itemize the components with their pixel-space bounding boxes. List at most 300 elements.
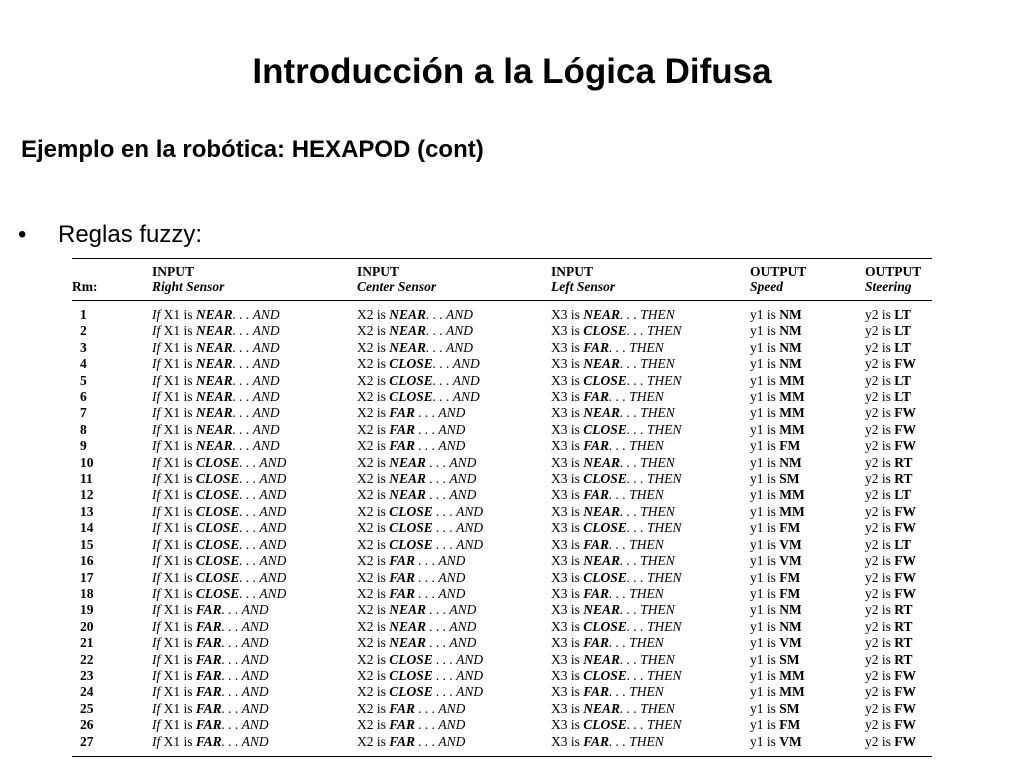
right-sensor-cell: If X1 is NEAR. . . AND: [152, 356, 280, 372]
steering-cell: y2 is FW: [865, 438, 917, 454]
and-keyword: . . . AND: [232, 339, 280, 355]
speed-cell: y1 is NM: [750, 602, 802, 618]
speed-cell: y1 is MM: [750, 487, 805, 503]
steering-cell: y2 is FW: [865, 356, 917, 372]
x2-value: CLOSE: [389, 356, 433, 372]
right-sensor-cell: If X1 is FAR. . . AND: [152, 700, 269, 716]
and-keyword: . . . AND: [432, 651, 484, 667]
speed-cell: y1 is MM: [750, 389, 805, 405]
x3-value: NEAR: [583, 700, 621, 716]
x2-value: FAR: [389, 700, 416, 716]
table-row: [72, 684, 932, 700]
then-keyword: . . . THEN: [620, 602, 675, 618]
x1-value: FAR: [195, 667, 222, 683]
right-sensor-cell: If X1 is NEAR. . . AND: [152, 372, 280, 388]
left-sensor-cell: X3 is NEAR. . . THEN: [551, 454, 675, 470]
table-row: [72, 504, 932, 520]
header-right-sensor: Right Sensor: [152, 279, 357, 301]
x1-value: NEAR: [195, 356, 233, 372]
left-sensor-cell: X3 is CLOSE. . . THEN: [551, 421, 682, 437]
if-keyword: If: [152, 536, 161, 552]
speed-cell: y1 is VM: [750, 635, 802, 651]
steering-cell: y2 is FW: [865, 734, 932, 757]
center-sensor-cell: X2 is NEAR . . . AND: [357, 635, 477, 651]
if-keyword: If: [152, 389, 161, 405]
center-sensor-cell: X2 is FAR . . . AND: [357, 700, 466, 716]
table-header: [72, 259, 932, 301]
then-keyword: . . . THEN: [626, 421, 682, 437]
then-keyword: . . . THEN: [626, 569, 682, 585]
header-rm: Rm:: [72, 279, 152, 301]
then-keyword: . . . THEN: [626, 323, 682, 339]
rule-number: 12: [80, 487, 94, 503]
then-keyword: . . . THEN: [626, 717, 682, 733]
speed-cell: y1 is FM: [750, 585, 801, 601]
x3-value: FAR: [583, 438, 610, 454]
rule-number: 1: [80, 307, 87, 322]
x3-value: CLOSE: [583, 717, 627, 733]
x1-value: CLOSE: [195, 536, 240, 552]
left-sensor-cell: X3 is NEAR. . . THEN: [551, 503, 675, 519]
table-row: [72, 701, 932, 717]
then-keyword: . . . THEN: [620, 503, 675, 519]
x3-value: FAR: [583, 487, 610, 503]
steering-cell: y2 is FW: [865, 585, 917, 601]
y2-value: FW: [894, 667, 917, 683]
center-sensor-cell: X2 is NEAR. . . AND: [357, 339, 474, 355]
and-keyword: . . . AND: [232, 323, 280, 339]
speed-cell: y1 is VM: [750, 536, 802, 552]
y1-value: NM: [779, 356, 802, 372]
y2-value: RT: [894, 635, 913, 651]
bullet-icon: •: [18, 221, 27, 248]
center-sensor-cell: X2 is FAR . . . AND: [357, 569, 466, 585]
steering-cell: y2 is FW: [865, 503, 917, 519]
header-speed-output: OUTPUT: [750, 259, 865, 280]
x1-value: NEAR: [195, 405, 233, 421]
rule-number: 6: [80, 389, 87, 405]
if-keyword: If: [152, 667, 161, 683]
then-keyword: . . . THEN: [609, 438, 664, 454]
speed-cell: y1 is VM: [750, 734, 865, 757]
table-row: [72, 373, 932, 389]
steering-cell: y2 is FW: [865, 717, 917, 733]
left-sensor-cell: X3 is FAR. . . THEN: [551, 536, 664, 552]
x3-value: FAR: [583, 536, 610, 552]
table-row: [72, 389, 932, 405]
rule-number: 11: [80, 471, 93, 487]
if-keyword: If: [152, 438, 161, 454]
steering-cell: y2 is RT: [865, 454, 913, 470]
y2-value: FW: [894, 717, 917, 733]
x3-value: NEAR: [583, 356, 621, 372]
and-keyword: . . . AND: [432, 667, 484, 683]
slide-subtitle: Ejemplo en la robótica: HEXAPOD (cont): [21, 136, 484, 163]
left-sensor-cell: X3 is NEAR. . . THEN: [551, 307, 675, 322]
x3-value: NEAR: [583, 307, 621, 322]
then-keyword: . . . THEN: [620, 651, 675, 667]
x1-value: FAR: [195, 700, 222, 716]
steering-cell: y2 is RT: [865, 602, 913, 618]
and-keyword: . . . AND: [432, 684, 484, 700]
steering-cell: y2 is RT: [865, 471, 913, 487]
and-keyword: . . . AND: [432, 536, 484, 552]
header-left-input: INPUT: [551, 259, 750, 280]
rule-number: 20: [80, 618, 94, 634]
right-sensor-cell: If X1 is CLOSE. . . AND: [152, 536, 287, 552]
and-keyword: . . . AND: [426, 618, 477, 634]
x1-value: FAR: [195, 635, 222, 651]
and-keyword: . . . AND: [232, 438, 280, 454]
y1-value: NM: [779, 454, 802, 470]
x2-value: NEAR: [389, 339, 427, 355]
right-sensor-cell: If X1 is FAR. . . AND: [152, 684, 269, 700]
table-body: [72, 301, 932, 757]
rule-number: 16: [80, 553, 94, 569]
right-sensor-cell: If X1 is NEAR. . . AND: [152, 421, 280, 437]
x3-value: CLOSE: [583, 520, 627, 536]
x2-value: FAR: [389, 569, 416, 585]
and-keyword: . . . AND: [415, 438, 466, 454]
speed-cell: y1 is VM: [750, 553, 802, 569]
x1-value: NEAR: [195, 339, 233, 355]
speed-cell: y1 is NM: [750, 356, 802, 372]
left-sensor-cell: X3 is CLOSE. . . THEN: [551, 323, 682, 339]
steering-cell: y2 is LT: [865, 307, 912, 322]
left-sensor-cell: X3 is NEAR. . . THEN: [551, 651, 675, 667]
x3-value: CLOSE: [583, 421, 627, 437]
and-keyword: . . . AND: [232, 307, 280, 322]
table-row: [72, 602, 932, 618]
center-sensor-cell: X2 is FAR . . . AND: [357, 717, 466, 733]
and-keyword: . . . AND: [415, 405, 466, 421]
center-sensor-cell: X2 is CLOSE . . . AND: [357, 520, 484, 536]
center-sensor-cell: X2 is NEAR . . . AND: [357, 454, 477, 470]
left-sensor-cell: X3 is CLOSE. . . THEN: [551, 372, 682, 388]
and-keyword: . . . AND: [432, 389, 480, 405]
y1-value: NM: [779, 618, 802, 634]
right-sensor-cell: If X1 is CLOSE. . . AND: [152, 503, 287, 519]
x1-value: FAR: [195, 602, 222, 618]
and-keyword: . . . AND: [426, 471, 477, 487]
header-rm-blank: [72, 259, 152, 280]
and-keyword: . . . AND: [426, 487, 477, 503]
and-keyword: . . . AND: [239, 471, 287, 487]
y2-value: LT: [894, 307, 912, 322]
x3-value: CLOSE: [583, 471, 627, 487]
steering-cell: y2 is FW: [865, 405, 917, 421]
left-sensor-cell: X3 is FAR. . . THEN: [551, 684, 664, 700]
steering-cell: y2 is LT: [865, 536, 912, 552]
y2-value: FW: [894, 553, 917, 569]
and-keyword: . . . AND: [239, 503, 287, 519]
x1-value: CLOSE: [195, 503, 240, 519]
y2-value: RT: [894, 471, 913, 487]
steering-cell: y2 is FW: [865, 667, 917, 683]
right-sensor-cell: If X1 is NEAR. . . AND: [152, 323, 280, 339]
header-left-sensor: Left Sensor: [551, 279, 750, 301]
x2-value: NEAR: [389, 602, 427, 618]
y1-value: VM: [779, 536, 802, 552]
y2-value: FW: [894, 700, 917, 716]
x3-value: NEAR: [583, 602, 621, 618]
x2-value: CLOSE: [389, 520, 433, 536]
rule-number: 22: [80, 651, 94, 667]
speed-cell: y1 is NM: [750, 618, 802, 634]
x2-value: FAR: [389, 421, 416, 437]
steering-cell: y2 is FW: [865, 569, 917, 585]
rule-number: 19: [80, 602, 94, 618]
and-keyword: . . . AND: [426, 339, 474, 355]
left-sensor-cell: X3 is CLOSE. . . THEN: [551, 569, 682, 585]
speed-cell: y1 is FM: [750, 438, 801, 454]
right-sensor-cell: If X1 is FAR. . . AND: [152, 651, 269, 667]
and-keyword: . . . AND: [232, 372, 280, 388]
y1-value: VM: [779, 553, 802, 569]
then-keyword: . . . THEN: [620, 356, 675, 372]
steering-cell: y2 is RT: [865, 651, 913, 667]
table-row: [72, 619, 932, 635]
and-keyword: . . . AND: [232, 356, 280, 372]
steering-cell: y2 is LT: [865, 389, 912, 405]
center-sensor-cell: X2 is NEAR . . . AND: [357, 487, 477, 503]
x3-value: CLOSE: [583, 372, 627, 388]
left-sensor-cell: X3 is NEAR. . . THEN: [551, 602, 675, 618]
x2-value: NEAR: [389, 307, 427, 322]
center-sensor-cell: X2 is CLOSE . . . AND: [357, 536, 484, 552]
rule-number: 13: [80, 503, 94, 519]
steering-cell: y2 is RT: [865, 618, 913, 634]
y1-value: NM: [779, 307, 802, 322]
then-keyword: . . . THEN: [609, 585, 664, 601]
and-keyword: . . . AND: [221, 618, 269, 634]
left-sensor-cell: X3 is CLOSE. . . THEN: [551, 717, 682, 733]
speed-cell: y1 is NM: [750, 454, 802, 470]
x2-value: FAR: [389, 717, 416, 733]
table-row: [72, 520, 932, 536]
rule-number: 14: [80, 520, 94, 536]
y1-value: NM: [779, 339, 802, 355]
speed-cell: y1 is FM: [750, 569, 801, 585]
and-keyword: . . . AND: [426, 602, 477, 618]
and-keyword: . . . AND: [239, 487, 287, 503]
left-sensor-cell: X3 is CLOSE. . . THEN: [551, 618, 682, 634]
if-keyword: If: [152, 553, 161, 569]
x2-value: FAR: [389, 553, 416, 569]
if-keyword: If: [152, 717, 161, 733]
y1-value: VM: [779, 733, 802, 749]
y2-value: FW: [894, 503, 917, 519]
y1-value: VM: [779, 635, 802, 651]
if-keyword: If: [152, 602, 161, 618]
x2-value: CLOSE: [389, 389, 433, 405]
and-keyword: . . . AND: [221, 733, 269, 749]
y1-value: MM: [779, 372, 805, 388]
y1-value: SM: [779, 471, 800, 487]
speed-cell: y1 is SM: [750, 651, 800, 667]
y2-value: FW: [894, 405, 917, 421]
and-keyword: . . . AND: [239, 520, 287, 536]
x3-value: FAR: [583, 635, 610, 651]
y1-value: FM: [779, 585, 801, 601]
speed-cell: y1 is SM: [750, 471, 800, 487]
x2-value: NEAR: [389, 471, 427, 487]
x1-value: NEAR: [195, 307, 233, 322]
y2-value: LT: [894, 339, 912, 355]
right-sensor-cell: If X1 is NEAR. . . AND: [152, 307, 280, 322]
x2-value: NEAR: [389, 635, 427, 651]
y1-value: SM: [779, 700, 800, 716]
if-keyword: If: [152, 569, 161, 585]
and-keyword: . . . AND: [221, 651, 269, 667]
x3-value: FAR: [583, 684, 610, 700]
x1-value: NEAR: [195, 421, 233, 437]
rule-number: 7: [80, 405, 87, 421]
left-sensor-cell: X3 is CLOSE. . . THEN: [551, 471, 682, 487]
if-keyword: If: [152, 323, 161, 339]
and-keyword: . . . AND: [415, 700, 466, 716]
table-row: [72, 301, 932, 324]
rule-number: 2: [80, 323, 87, 339]
x2-value: CLOSE: [389, 536, 433, 552]
x1-value: FAR: [195, 717, 222, 733]
speed-cell: y1 is SM: [750, 700, 800, 716]
rule-number: 5: [80, 372, 87, 388]
x2-value: CLOSE: [389, 372, 433, 388]
y2-value: RT: [894, 602, 913, 618]
center-sensor-cell: X2 is NEAR . . . AND: [357, 618, 477, 634]
center-sensor-cell: X2 is FAR . . . AND: [357, 734, 551, 757]
y2-value: FW: [894, 684, 917, 700]
right-sensor-cell: If X1 is FAR. . . AND: [152, 667, 269, 683]
y2-value: LT: [894, 389, 912, 405]
x3-value: FAR: [583, 733, 610, 749]
center-sensor-cell: X2 is CLOSE . . . AND: [357, 503, 484, 519]
y1-value: FM: [779, 438, 801, 454]
table-row: [72, 734, 932, 757]
rule-number: 15: [80, 536, 94, 552]
and-keyword: . . . AND: [239, 569, 287, 585]
slide-title: Introducción a la Lógica Difusa: [252, 52, 772, 91]
right-sensor-cell: If X1 is CLOSE. . . AND: [152, 585, 287, 601]
left-sensor-cell: X3 is NEAR. . . THEN: [551, 356, 675, 372]
x3-value: NEAR: [583, 405, 621, 421]
x1-value: NEAR: [195, 323, 233, 339]
y2-value: FW: [894, 356, 917, 372]
speed-cell: y1 is FM: [750, 520, 801, 536]
table-row: [72, 471, 932, 487]
rule-number: 17: [80, 569, 94, 585]
left-sensor-cell: X3 is FAR. . . THEN: [551, 339, 664, 355]
center-sensor-cell: X2 is FAR . . . AND: [357, 438, 466, 454]
and-keyword: . . . AND: [432, 356, 480, 372]
fuzzy-rules-table: [72, 258, 932, 757]
y1-value: MM: [779, 487, 805, 503]
if-keyword: If: [152, 618, 161, 634]
y1-value: FM: [779, 569, 801, 585]
table-row: [72, 340, 932, 356]
then-keyword: . . . THEN: [620, 454, 675, 470]
if-keyword: If: [152, 503, 161, 519]
and-keyword: . . . AND: [232, 405, 280, 421]
x1-value: FAR: [195, 733, 222, 749]
x2-value: NEAR: [389, 487, 427, 503]
right-sensor-cell: If X1 is NEAR. . . AND: [152, 438, 280, 454]
center-sensor-cell: X2 is CLOSE . . . AND: [357, 651, 484, 667]
right-sensor-cell: If X1 is FAR. . . AND: [152, 734, 357, 757]
then-keyword: . . . THEN: [626, 520, 682, 536]
x1-value: CLOSE: [195, 553, 240, 569]
x1-value: CLOSE: [195, 471, 240, 487]
speed-cell: y1 is MM: [750, 684, 805, 700]
speed-cell: y1 is MM: [750, 372, 805, 388]
table-row: [72, 635, 932, 651]
center-sensor-cell: X2 is NEAR. . . AND: [357, 307, 474, 322]
x3-value: CLOSE: [583, 667, 627, 683]
x1-value: CLOSE: [195, 569, 240, 585]
rule-number: 10: [80, 454, 94, 470]
center-sensor-cell: X2 is NEAR. . . AND: [357, 323, 474, 339]
x1-value: FAR: [195, 651, 222, 667]
x3-value: CLOSE: [583, 569, 627, 585]
left-sensor-cell: X3 is CLOSE. . . THEN: [551, 520, 682, 536]
right-sensor-cell: If X1 is CLOSE. . . AND: [152, 471, 287, 487]
speed-cell: y1 is FM: [750, 717, 801, 733]
then-keyword: . . . THEN: [609, 733, 664, 749]
then-keyword: . . . THEN: [609, 389, 664, 405]
if-keyword: If: [152, 700, 161, 716]
header-speed: Speed: [750, 279, 865, 301]
steering-cell: y2 is LT: [865, 487, 912, 503]
left-sensor-cell: X3 is FAR. . . THEN: [551, 635, 664, 651]
rule-number: 18: [80, 585, 94, 601]
x3-value: FAR: [583, 339, 610, 355]
header-center-input: INPUT: [357, 259, 551, 280]
x1-value: CLOSE: [195, 487, 240, 503]
x2-value: CLOSE: [389, 651, 433, 667]
and-keyword: . . . AND: [426, 635, 477, 651]
x1-value: NEAR: [195, 438, 233, 454]
right-sensor-cell: If X1 is CLOSE. . . AND: [152, 454, 287, 470]
y2-value: FW: [894, 733, 917, 749]
right-sensor-cell: If X1 is NEAR. . . AND: [152, 389, 280, 405]
then-keyword: . . . THEN: [609, 487, 664, 503]
right-sensor-cell: If X1 is NEAR. . . AND: [152, 339, 280, 355]
if-keyword: If: [152, 421, 161, 437]
header-steer-output: OUTPUT: [865, 259, 932, 280]
and-keyword: . . . AND: [221, 684, 269, 700]
rule-number: 3: [80, 339, 87, 355]
y2-value: RT: [894, 618, 913, 634]
and-keyword: . . . AND: [415, 585, 466, 601]
x1-value: FAR: [195, 684, 222, 700]
x1-value: FAR: [195, 618, 222, 634]
table-row: [72, 405, 932, 421]
x2-value: FAR: [389, 733, 416, 749]
and-keyword: . . . AND: [221, 635, 269, 651]
center-sensor-cell: X2 is CLOSE. . . AND: [357, 372, 480, 388]
left-sensor-cell: X3 is NEAR. . . THEN: [551, 700, 675, 716]
left-sensor-cell: X3 is FAR. . . THEN: [551, 389, 664, 405]
left-sensor-cell: X3 is FAR. . . THEN: [551, 438, 664, 454]
speed-cell: y1 is MM: [750, 503, 805, 519]
if-keyword: If: [152, 471, 161, 487]
center-sensor-cell: X2 is CLOSE . . . AND: [357, 667, 484, 683]
speed-cell: y1 is NM: [750, 307, 802, 322]
and-keyword: . . . AND: [239, 454, 287, 470]
then-keyword: . . . THEN: [609, 684, 664, 700]
bullet-text: Reglas fuzzy:: [58, 221, 203, 248]
